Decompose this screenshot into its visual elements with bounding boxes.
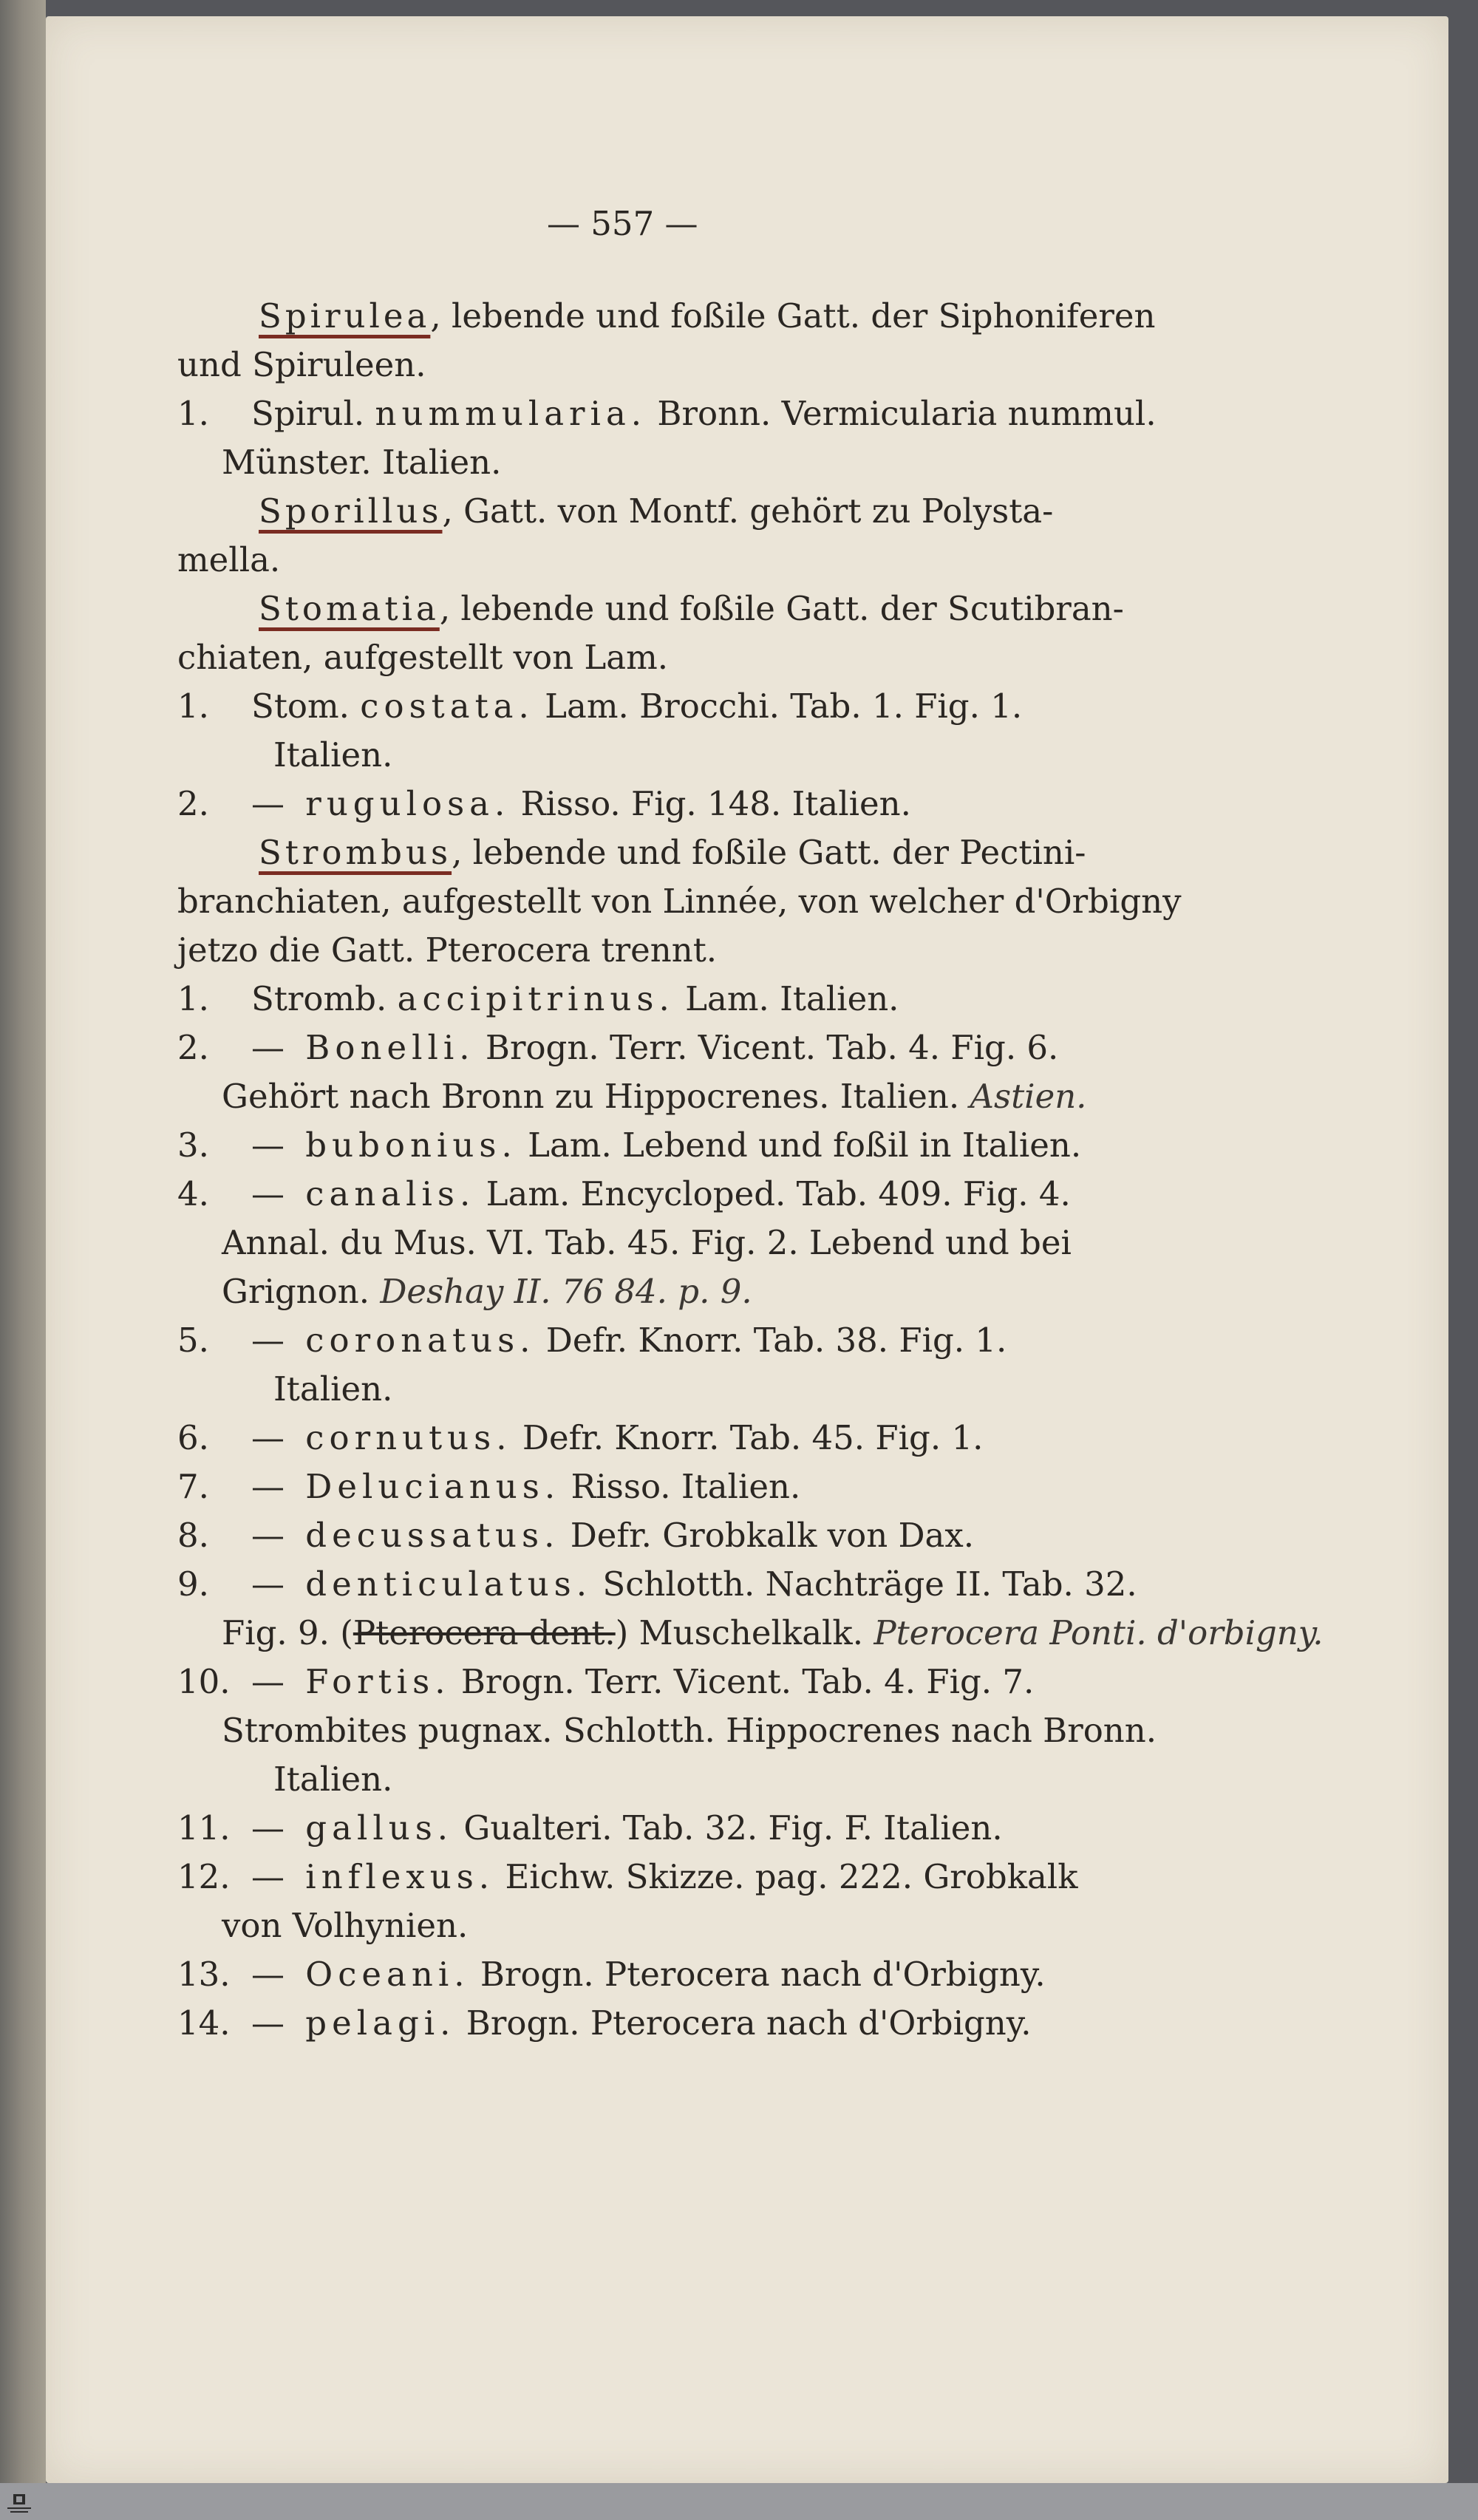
text-line: Annal. du Mus. VI. Tab. 45. Fig. 2. Lebend und bei bbox=[222, 1223, 1072, 1262]
text-line: Fig. 9. (Pterocera dent.) Muschelkalk. Pterocera Ponti. d'orbigny. bbox=[222, 1613, 1324, 1652]
page-number: — 557 — bbox=[547, 204, 698, 243]
text-line: und Spiruleen. bbox=[177, 345, 426, 384]
text-line: mella. bbox=[177, 540, 281, 579]
text-line: Strombites pugnax. Schlotth. Hippocrenes nach Bronn. bbox=[222, 1711, 1157, 1750]
text-line: Gehört nach Bronn zu Hippocrenes. Italien. Astien. bbox=[222, 1077, 1087, 1116]
handwritten-note: Astien. bbox=[970, 1077, 1087, 1116]
species-line: 4. — canalis. Lam. Encycloped. Tab. 409. Fig. 4. bbox=[177, 1174, 1071, 1213]
text-line: chiaten, aufgestellt von Lam. bbox=[177, 638, 669, 677]
species-line: 11. — gallus. Gualteri. Tab. 32. Fig. F. Italien. bbox=[177, 1808, 1003, 1848]
genus-heading: Stomatia bbox=[259, 589, 440, 628]
handwritten-note: Deshay II. 76 84. p. 9. bbox=[380, 1272, 752, 1311]
species-line: 1. Stom. costata. Lam. Brocchi. Tab. 1. Fig. 1. bbox=[177, 687, 1023, 726]
genus-heading: Sporillus bbox=[259, 491, 443, 531]
entry-stomatia: Stomatia, lebende und foßile Gatt. der Scutibran- bbox=[259, 589, 1124, 628]
text-line: von Volhynien. bbox=[222, 1906, 469, 1945]
text-line: Italien. bbox=[273, 735, 393, 774]
text-line: Italien. bbox=[273, 1369, 393, 1409]
entry-sporillus: Sporillus, Gatt. von Montf. gehört zu Polysta- bbox=[259, 491, 1054, 531]
genus-heading: Spirulea bbox=[259, 296, 431, 336]
species-line: 1. Stromb. accipitrinus. Lam. Italien. bbox=[177, 979, 899, 1018]
handwritten-note: Pterocera Ponti. d'orbigny. bbox=[873, 1613, 1324, 1652]
species-line: 13. — Oceani. Brogn. Pterocera nach d'Orbigny. bbox=[177, 1955, 1046, 1994]
genus-heading: Strombus bbox=[259, 833, 452, 872]
text-line: branchiaten, aufgestellt von Linnée, von welcher d'Orbigny bbox=[177, 882, 1182, 921]
entry-strombus: Strombus, lebende und foßile Gatt. der Pectini- bbox=[259, 833, 1086, 872]
book-spine-edge bbox=[0, 0, 46, 2483]
species-line: 3. — bubonius. Lam. Lebend und foßil in Italien. bbox=[177, 1126, 1082, 1165]
species-line: 8. — decussatus. Defr. Grobkalk von Dax. bbox=[177, 1516, 975, 1555]
species-line: 9. — denticulatus. Schlotth. Nachträge II. Tab. 32. bbox=[177, 1564, 1137, 1604]
species-line: 14. — pelagi. Brogn. Pterocera nach d'Orbigny. bbox=[177, 2003, 1032, 2043]
species-line: 7. — Delucianus. Risso. Italien. bbox=[177, 1467, 801, 1506]
library-logo-icon bbox=[3, 2492, 35, 2516]
text-line: Grignon. Deshay II. 76 84. p. 9. bbox=[222, 1272, 752, 1311]
species-line: 2. — Bonelli. Brogn. Terr. Vicent. Tab. 4. Fig. 6. bbox=[177, 1028, 1059, 1067]
species-line: 1. Spirul. nummularia. Bronn. Vermicularia nummul. bbox=[177, 394, 1157, 433]
struck-text: Pterocera dent. bbox=[353, 1613, 616, 1652]
species-line: 10. — Fortis. Brogn. Terr. Vicent. Tab. 4. Fig. 7. bbox=[177, 1662, 1035, 1701]
text-line: jetzo die Gatt. Pterocera trennt. bbox=[177, 930, 718, 970]
text-line: Italien. bbox=[273, 1760, 393, 1799]
species-line: 5. — coronatus. Defr. Knorr. Tab. 38. Fig. 1. bbox=[177, 1321, 1007, 1360]
entry-spirulea: Spirulea, lebende und foßile Gatt. der Siphoniferen bbox=[259, 296, 1156, 336]
species-line: 6. — cornutus. Defr. Knorr. Tab. 45. Fig. 1. bbox=[177, 1418, 984, 1457]
species-line: 2. — rugulosa. Risso. Fig. 148. Italien. bbox=[177, 784, 911, 823]
text-line: Münster. Italien. bbox=[222, 443, 502, 482]
bottom-strip bbox=[0, 2483, 1478, 2520]
species-line: 12. — inflexus. Eichw. Skizze. pag. 222. Grobkalk bbox=[177, 1857, 1078, 1896]
